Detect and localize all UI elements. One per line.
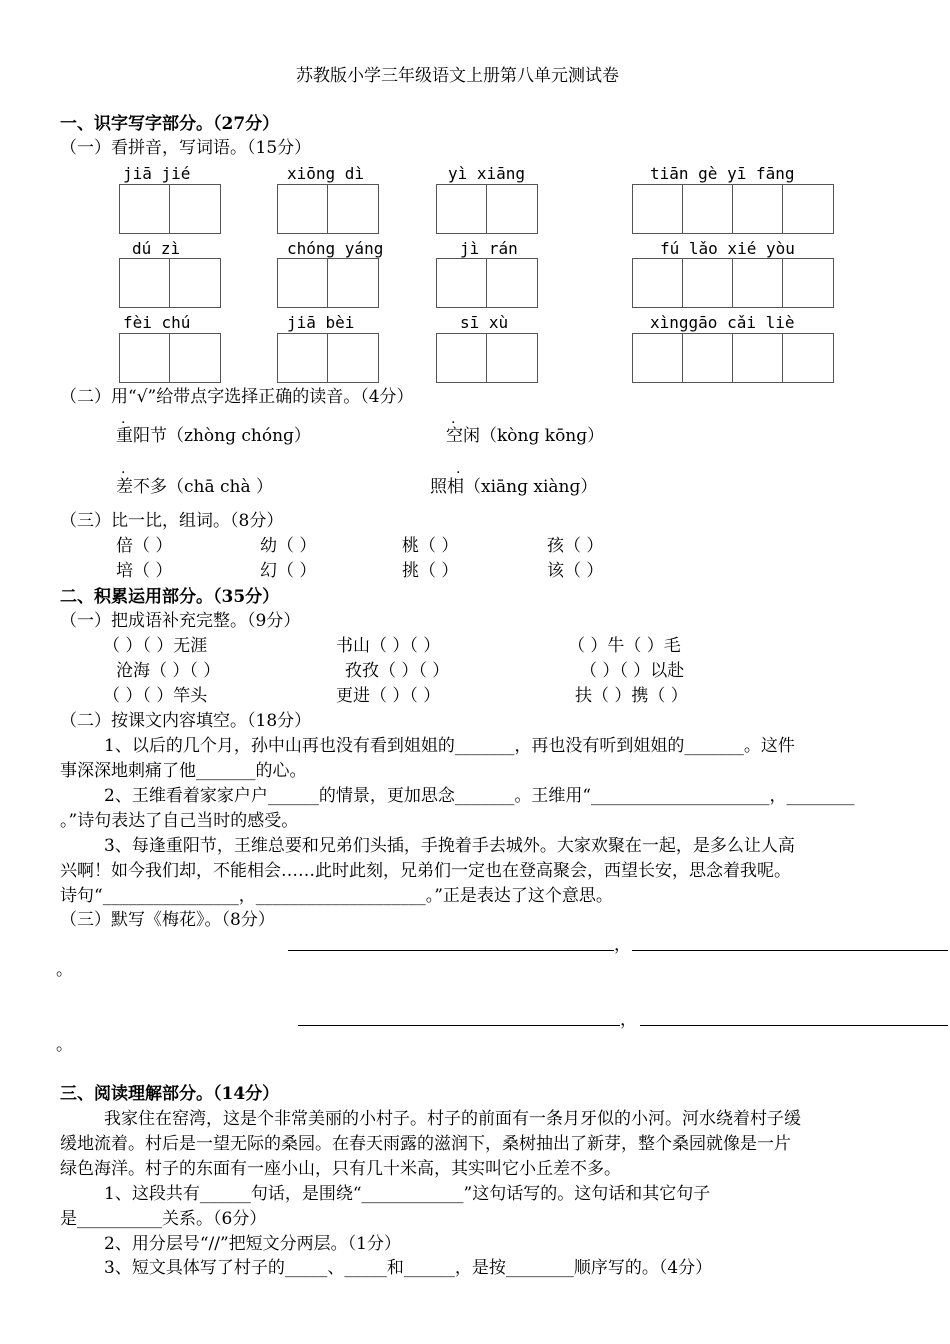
pinyin-label: yì xiāng (448, 164, 526, 183)
reading-question-1[interactable]: 1、这段共有______句话，是围绕“____________”这句话写的。这句话和其它句子 (104, 1184, 711, 1204)
fill-question-2-cont[interactable]: 。”诗句表达了自己当时的感受。 (60, 811, 299, 831)
writing-grid[interactable] (436, 184, 538, 234)
compare-item[interactable]: 幼（ ） (260, 536, 317, 556)
compare-item[interactable]: 桃（ ） (402, 536, 459, 556)
reading-question-1-cont[interactable]: 是__________关系。（6分） (60, 1209, 267, 1229)
compare-item[interactable]: 倍（ ） (116, 536, 173, 556)
idiom-item[interactable]: （ ）牛（ ）毛 (568, 636, 681, 656)
poem-comma: ， (614, 935, 631, 955)
fill-heading: （二）按课文内容填空。（18分） (60, 711, 312, 731)
pinyin-label: chóng yáng (287, 239, 384, 258)
pinyin-label: sī xù (460, 313, 509, 332)
pinyin-label: jì rán (460, 239, 518, 258)
passage-line: 绿色海洋。村子的东面有一座小山，只有几十米高，其实叫它小丘差不多。 (60, 1159, 621, 1179)
idiom-item[interactable]: 更进（ ）（ ） (336, 686, 441, 706)
idiom-item[interactable]: 沧海（ ）（ ） (116, 661, 221, 681)
part1-heading: （一）看拼音，写词语。（15分） (60, 138, 312, 158)
writing-grid[interactable] (119, 184, 221, 234)
passage-line: 缓地流着。村后是一望无际的桑园。在春天雨露的滋润下，桑树抽出了新芽，整个桑园就像是一片 (60, 1134, 791, 1154)
compare-item[interactable]: 幻（ ） (260, 561, 317, 581)
writing-grid[interactable] (119, 333, 221, 383)
fill-question-3: 3、每逢重阳节，王维总要和兄弟们头插，手挽着手去城外。大家欢聚在一起，是多么让人高 (104, 836, 795, 856)
reading-question-3[interactable]: 3、短文具体写了村子的_____、_____和______，是按________顺序写的。（4分） (104, 1258, 713, 1278)
idiom-item[interactable]: （ ）（ ）以赴 (580, 661, 685, 681)
reading-choice[interactable]: 照相（xiānɡ xiànɡ） (430, 477, 598, 497)
compare-item[interactable]: 挑（ ） (402, 561, 459, 581)
writing-grid[interactable] (277, 333, 379, 383)
fill-question-1-cont[interactable]: 事深深地刺痛了他_______的心。 (60, 761, 307, 781)
reading-choice[interactable]: 重阳节（zhònɡ chónɡ） (116, 426, 311, 446)
page-title: 苏教版小学三年级语文上册第八单元测试卷 (296, 66, 619, 86)
fill-question-3-cont: 兴啊！如今我们却，不能相会……此时此刻，兄弟们一定也在登高聚会，西望长安，思念着我呢。 (60, 861, 791, 881)
poem-answer-line[interactable] (632, 950, 948, 951)
writing-grid[interactable] (632, 333, 834, 383)
emphasis-dot: . (121, 461, 126, 477)
poem-period: 。 (56, 960, 73, 980)
writing-grid[interactable] (436, 333, 538, 383)
writing-grid[interactable] (632, 258, 834, 308)
idiom-item[interactable]: 扶（ ）携（ ） (575, 686, 688, 706)
part2-heading: （二）用“√”给带点字选择正确的读音。（4分） (60, 387, 414, 407)
compare-item[interactable]: 培（ ） (116, 561, 173, 581)
compare-item[interactable]: 孩（ ） (547, 536, 604, 556)
fill-question-2[interactable]: 2、王维看着家家户户______的情景，更加思念_______。王维用“_____________________，________ (104, 786, 855, 806)
pinyin-label: dú zì (132, 239, 181, 258)
poem-answer-line[interactable] (288, 950, 614, 951)
poem-answer-line[interactable] (640, 1025, 948, 1026)
reading-choice[interactable]: 空闲（kònɡ kōnɡ） (446, 426, 605, 446)
section3-heading: 三、阅读理解部分。（14分） (60, 1084, 280, 1104)
compare-item[interactable]: 该（ ） (547, 561, 604, 581)
writing-grid[interactable] (632, 184, 834, 234)
emphasis-dot: . (451, 411, 456, 427)
idiom-item[interactable]: （ ）（ ）竿头 (103, 686, 208, 706)
pinyin-label: xìnggāo cǎi liè (650, 313, 795, 332)
section1-heading: 一、识字写字部分。（27分） (60, 114, 280, 134)
pinyin-label: tiān gè yī fāng (650, 164, 795, 183)
fill-question-3-line[interactable]: 诗句“________________，____________________。”正是表达了这个意思。 (60, 886, 613, 906)
poem-period: 。 (56, 1035, 73, 1055)
pinyin-label: fú lǎo xié yòu (660, 239, 795, 258)
passage-line: 我家住在窑湾，这是个非常美丽的小村子。村子的前面有一条月牙似的小河。河水绕着村子缓 (104, 1109, 801, 1129)
poem-answer-line[interactable] (298, 1025, 620, 1026)
idiom-item[interactable]: （ ）（ ）无涯 (103, 636, 208, 656)
idiom-item[interactable]: 书山（ ）（ ） (336, 636, 441, 656)
writing-grid[interactable] (436, 258, 538, 308)
emphasis-dot: . (121, 411, 126, 427)
idiom-heading: （一）把成语补充完整。（9分） (60, 611, 301, 631)
writing-grid[interactable] (119, 258, 221, 308)
poem-comma: ， (620, 1010, 637, 1030)
fill-question-1[interactable]: 1、以后的几个月，孙中山再也没有看到姐姐的_______，再也没有听到姐姐的_______。这件 (104, 736, 795, 756)
pinyin-label: xiōng dì (287, 164, 365, 183)
poem-heading: （三）默写《梅花》。（8分） (60, 910, 275, 930)
pinyin-label: jiā jié (123, 164, 191, 183)
pinyin-label: jiā bèi (287, 313, 355, 332)
idiom-item[interactable]: 孜孜（ ）（ ） (345, 661, 450, 681)
reading-question-2[interactable]: 2、用分层号“//”把短文分两层。（1分） (104, 1234, 401, 1254)
writing-grid[interactable] (277, 258, 379, 308)
reading-choice[interactable]: 差不多（chā chà ） (116, 477, 274, 497)
section2-heading: 二、积累运用部分。（35分） (60, 587, 280, 607)
part3-heading: （三）比一比，组词。（8分） (60, 511, 284, 531)
pinyin-label: fèi chú (123, 313, 191, 332)
emphasis-dot: . (456, 461, 461, 477)
writing-grid[interactable] (277, 184, 379, 234)
